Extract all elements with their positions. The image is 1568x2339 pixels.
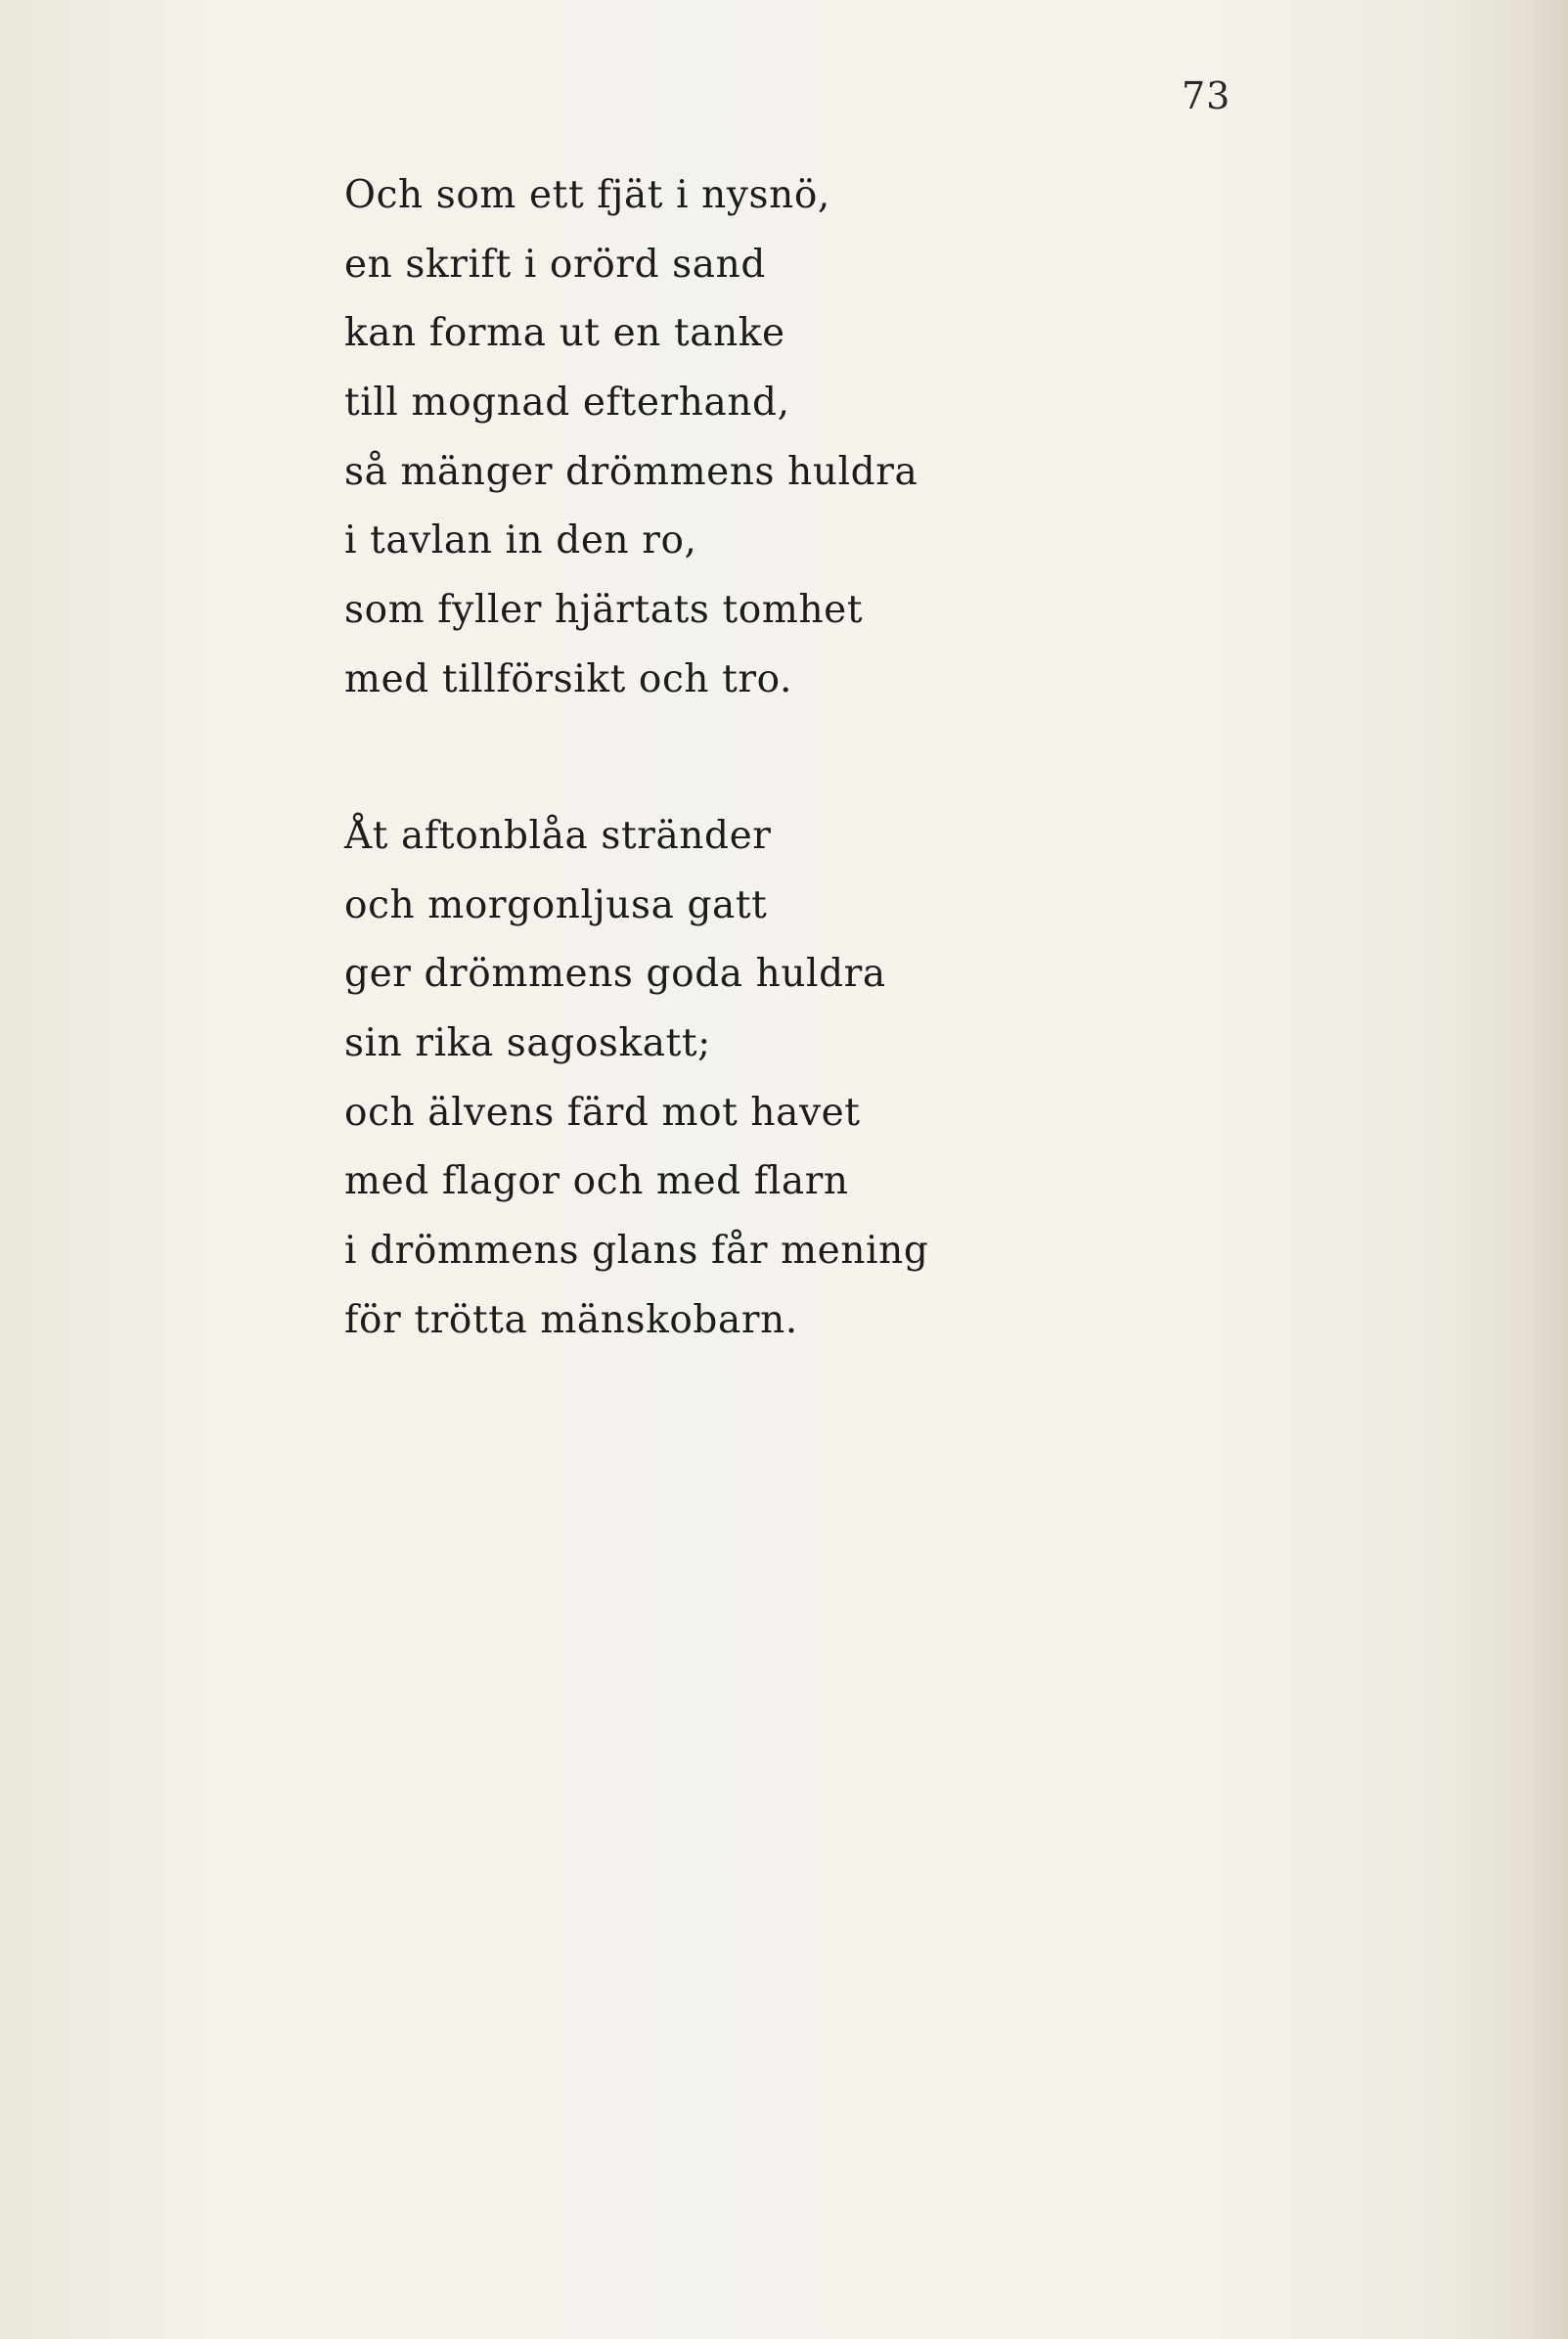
verse-line: ger drömmens goda huldra xyxy=(344,952,886,997)
poem-stanza-2 xyxy=(344,802,928,1356)
verse-line: till mognad efterhand, xyxy=(344,381,790,426)
page-number: 73 xyxy=(1182,74,1232,117)
verse-line: i tavlan in den ro, xyxy=(344,518,697,563)
verse-line: en skrift i orörd sand xyxy=(344,242,766,287)
verse-line: och morgonljusa gatt xyxy=(344,882,768,927)
verse-line: som fyller hjärtats tomhet xyxy=(344,588,864,633)
verse-line: med tillförsikt och tro. xyxy=(344,656,793,701)
verse-line: med flagor och med flarn xyxy=(344,1159,849,1204)
verse-line: Och som ett fjät i nysnö, xyxy=(344,173,830,217)
verse-line: Åt aftonblåa stränder xyxy=(344,814,772,858)
verse-line: i drömmens glans får mening xyxy=(344,1229,929,1274)
verse-line: sin rika sagoskatt; xyxy=(344,1021,711,1066)
verse-line: och älvens färd mot havet xyxy=(344,1090,861,1135)
poem-stanza-1 xyxy=(344,161,918,715)
verse-line: för trötta mänskobarn. xyxy=(344,1297,798,1342)
verse-line: så mänger drömmens huldra xyxy=(344,449,918,494)
verse-line: kan forma ut en tanke xyxy=(344,311,785,356)
